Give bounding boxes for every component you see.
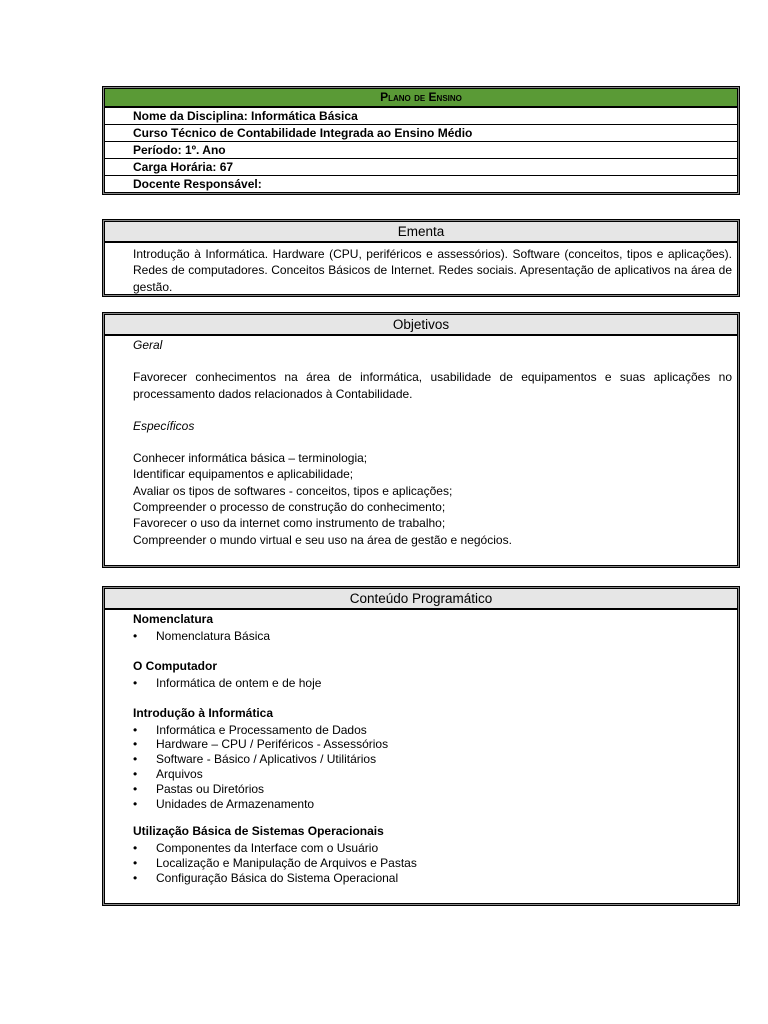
especifico-item: Identificar equipamentos e aplicabilidade; xyxy=(133,467,354,482)
objetivos-title: Objetivos xyxy=(105,315,737,336)
plano-de-ensino-table xyxy=(104,88,738,193)
geral-label: Geral xyxy=(133,338,163,352)
ementa-title: Ementa xyxy=(105,222,737,243)
especificos-label: Específicos xyxy=(133,418,195,433)
list-item: • Informática de ontem e de hoje xyxy=(133,676,732,691)
list-item: • Informática e Processamento de Dados xyxy=(133,723,732,738)
ementa-text: Introdução à Informática. Hardware (CPU, periféricos e assessórios). Software (conceitos, tipos e aplicações). Redes de computadores. Conceitos Básicos de Internet. Redes sociais. Apresentação de aplicativos na área de gestão. xyxy=(133,247,732,294)
carga-horaria-row: Carga Horária: 67 xyxy=(105,159,737,176)
list-item: • Arquivos xyxy=(133,767,732,782)
especifico-item: Avaliar os tipos de softwares - conceitos, tipos e aplicações; xyxy=(133,483,453,498)
section-title-introducao: Introdução à Informática xyxy=(133,705,274,720)
list-item: • Componentes da Interface com o Usuário xyxy=(133,841,732,856)
disciplina-row: Nome da Disciplina: Informática Básica xyxy=(105,108,737,125)
especifico-item: Compreender o mundo virtual e seu uso na área de gestão e negócios. xyxy=(133,532,512,547)
docente-row: Docente Responsável: xyxy=(133,177,262,191)
list-item: • Nomenclatura Básica xyxy=(133,629,732,644)
especifico-item: Conhecer informática básica – terminologia; xyxy=(133,451,368,466)
curso-row: Curso Técnico de Contabilidade Integrada ao Ensino Médio xyxy=(105,125,737,142)
plano-title: Plano de Ensino xyxy=(105,89,737,108)
especifico-item: Compreender o processo de construção do conhecimento; xyxy=(133,500,446,515)
list-item: • Software - Básico / Aplicativos / Utilitários xyxy=(133,752,732,767)
list-item: • Unidades de Armazenamento xyxy=(133,797,732,812)
section-title-nomenclatura: Nomenclatura xyxy=(133,612,214,626)
ementa-section xyxy=(104,221,738,295)
periodo-row: Período: 1º. Ano xyxy=(105,142,737,159)
section-title-computador: O Computador xyxy=(133,658,217,673)
especificos-list xyxy=(133,450,732,548)
objetivos-section xyxy=(104,314,738,566)
geral-text: Favorecer conhecimentos na área de informática, usabilidade de equipamentos e suas aplicações no processamento dados relacionados à Contabilidade. xyxy=(133,370,732,401)
list-item: • Configuração Básica do Sistema Operacional xyxy=(133,871,732,886)
list-item: • Localização e Manipulação de Arquivos e Pastas xyxy=(133,856,732,871)
list-item: • Hardware – CPU / Periféricos - Assessórios xyxy=(133,737,732,752)
conteudo-title: Conteúdo Programático xyxy=(105,589,737,610)
section-title-sistemas: Utilização Básica de Sistemas Operacionais xyxy=(133,824,384,839)
conteudo-section xyxy=(104,588,738,904)
especifico-item: Favorecer o uso da internet como instrumento de trabalho; xyxy=(133,516,446,531)
list-item: • Pastas ou Diretórios xyxy=(133,782,732,797)
